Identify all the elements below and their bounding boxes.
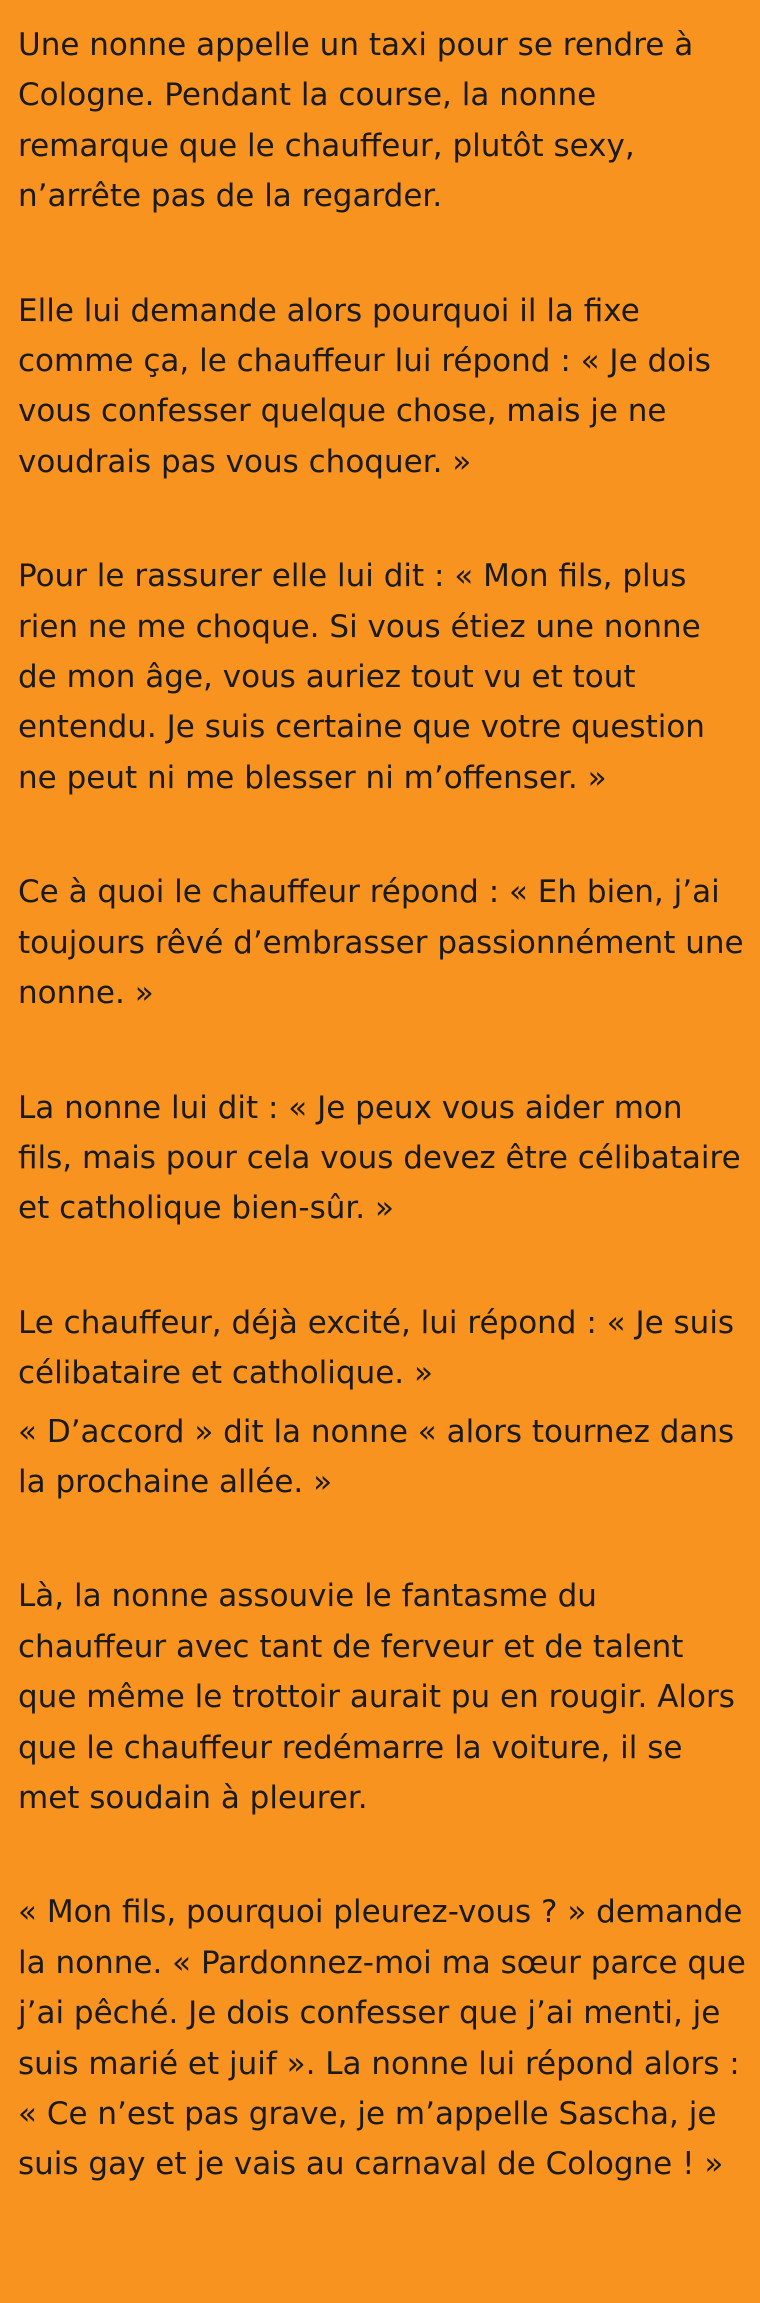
paragraph-4: Ce à quoi le chauffeur répond : « Eh bien, j’ai toujours rêvé d’embrasser passionnément une nonne. » [18,874,744,1012]
paragraph-9: « Mon fils, pourquoi pleurez-vous ? » demande la nonne. « Pardonnez-moi ma sœur parce que j’ai pêché. Je dois confesser que j’ai menti, je suis marié et juif ». La nonne lui répond alors : « Ce n’est pas grave, je m’appelle Sascha, je suis gay et je vais au carnaval de Cologne ! » [18,1894,746,2183]
paragraph-6: Le chauffeur, déjà excité, lui répond : « Je suis célibataire et catholique. » [18,1304,735,1392]
paragraph-2: Elle lui demande alors pourquoi il la fixe comme ça, le chauffeur lui répond : « Je dois vous confesser quelque chose, mais je ne voudrais pas vous choquer. » [18,292,711,480]
paragraph-7: « D’accord » dit la nonne « alors tournez dans la prochaine allée. » [18,1413,735,1500]
paragraph-5: La nonne lui dit : « Je peux vous aider mon fils, mais pour cela vous devez être célibataire et catholique bien-sûr. » [18,1089,741,1227]
paragraph-3: Pour le rassurer elle lui dit : « Mon fils, plus rien ne me choque. Si vous étiez une nonne de mon âge, vous auriez tout vu et tout entendu. Je suis certaine que votre question ne peut ni me blesser ni m’offenser. » [18,558,705,796]
paragraph-8: Là, la nonne assouvie le fantasme du chauffeur avec tant de ferveur et de talent que même le trottoir aurait pu en rougir. Alors que le chauffeur redémarre la voiture, il se met soudain à pleurer. [18,1578,735,1816]
paragraph-1: Une nonne appelle un taxi pour se rendre à Cologne. Pendant la course, la nonne remarque que le chauffeur, plutôt sexy, n’arrête pas de la regarder. [18,27,694,215]
